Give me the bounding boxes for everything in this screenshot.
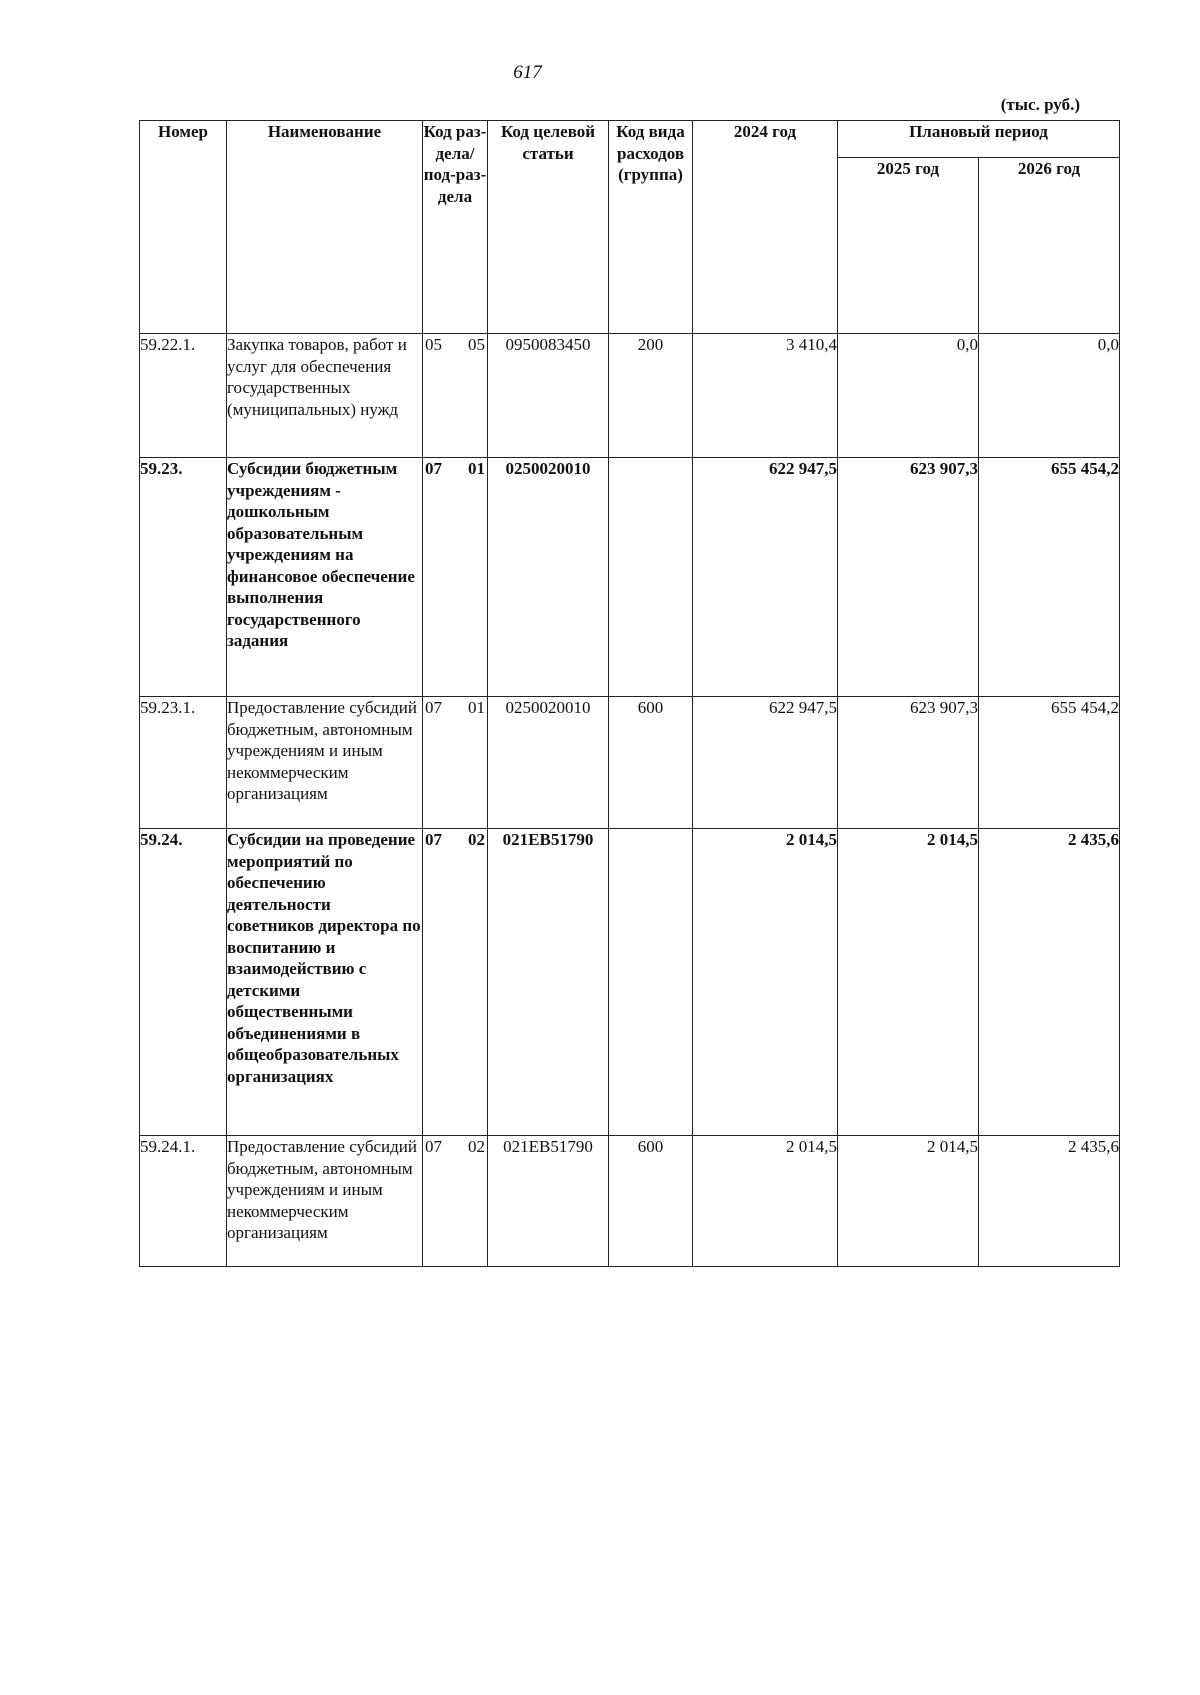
row-amount-2026: 2 435,6 [979, 1136, 1120, 1267]
row-target-code: 021EB51790 [488, 1136, 609, 1267]
header-section-code: Код раз-дела/ под-раз-дела [423, 121, 488, 334]
row-section-code [423, 1136, 488, 1267]
row-number: 59.24. [140, 829, 227, 1136]
row-podrazdel: 05 [468, 335, 485, 354]
header-year-2026: 2026 год [979, 158, 1120, 334]
row-podrazdel: 01 [468, 698, 485, 717]
row-amount-2025: 2 014,5 [838, 1136, 979, 1267]
budget-table [139, 120, 1120, 1267]
row-podrazdel: 01 [468, 459, 485, 478]
table-row [140, 334, 1120, 458]
row-name: Субсидии бюджетным учреждениям - дошкольным образовательным учреждениям на финансовое обеспечение выполнения государственного задания [227, 458, 423, 697]
row-amount-2026: 2 435,6 [979, 829, 1120, 1136]
row-expense-type: 600 [609, 1136, 693, 1267]
header-year-2025: 2025 год [838, 158, 979, 334]
header-row-top [140, 121, 1120, 158]
row-podrazdel: 02 [468, 830, 485, 849]
page-number: 617 [513, 62, 542, 83]
row-section-code [423, 334, 488, 458]
row-amount-2025: 0,0 [838, 334, 979, 458]
header-year-2024: 2024 год [693, 121, 838, 334]
row-name: Закупка товаров, работ и услуг для обеспечения государственных (муниципальных) нужд [227, 334, 423, 458]
row-amount-2026: 0,0 [979, 334, 1120, 458]
row-expense-type [609, 829, 693, 1136]
row-razdel: 05 [425, 335, 442, 354]
row-razdel: 07 [425, 459, 442, 478]
row-number: 59.23. [140, 458, 227, 697]
row-amount-2026: 655 454,2 [979, 458, 1120, 697]
row-amount-2024: 2 014,5 [693, 1136, 838, 1267]
row-number: 59.22.1. [140, 334, 227, 458]
row-amount-2025: 623 907,3 [838, 458, 979, 697]
row-target-code: 0250020010 [488, 458, 609, 697]
row-target-code: 0250020010 [488, 697, 609, 829]
row-expense-type [609, 458, 693, 697]
table-row [140, 697, 1120, 829]
row-expense-type: 600 [609, 697, 693, 829]
table-row [140, 1136, 1120, 1267]
row-section-code [423, 829, 488, 1136]
row-amount-2024: 622 947,5 [693, 697, 838, 829]
table-body [140, 334, 1120, 1267]
table-row [140, 458, 1120, 697]
row-razdel: 07 [425, 1137, 442, 1156]
row-expense-type: 200 [609, 334, 693, 458]
row-amount-2026: 655 454,2 [979, 697, 1120, 829]
row-podrazdel: 02 [468, 1137, 485, 1156]
header-target-code: Код целевой статьи [488, 121, 609, 334]
row-amount-2025: 2 014,5 [838, 829, 979, 1136]
row-amount-2024: 2 014,5 [693, 829, 838, 1136]
row-razdel: 07 [425, 698, 442, 717]
row-target-code: 021EB51790 [488, 829, 609, 1136]
row-section-code [423, 458, 488, 697]
table-row [140, 829, 1120, 1136]
header-expense-type: Код вида расходов (группа) [609, 121, 693, 334]
row-target-code: 0950083450 [488, 334, 609, 458]
row-amount-2024: 622 947,5 [693, 458, 838, 697]
row-name: Предоставление субсидий бюджетным, автономным учреждениям и иным некоммерческим организациям [227, 1136, 423, 1267]
row-amount-2024: 3 410,4 [693, 334, 838, 458]
row-number: 59.23.1. [140, 697, 227, 829]
header-name: Наименование [227, 121, 423, 334]
units-label: (тыс. руб.) [1000, 95, 1080, 114]
header-planning-period: Плановый период [838, 121, 1120, 158]
row-number: 59.24.1. [140, 1136, 227, 1267]
row-razdel: 07 [425, 830, 442, 849]
header-number: Номер [140, 121, 227, 334]
row-name: Субсидии на проведение мероприятий по обеспечению деятельности советников директора по воспитанию и взаимодействию с детскими общественными объединениями в общеобразовательных организациях [227, 829, 423, 1136]
row-section-code [423, 697, 488, 829]
row-name: Предоставление субсидий бюджетным, автономным учреждениям и иным некоммерческим организациям [227, 697, 423, 829]
row-amount-2025: 623 907,3 [838, 697, 979, 829]
